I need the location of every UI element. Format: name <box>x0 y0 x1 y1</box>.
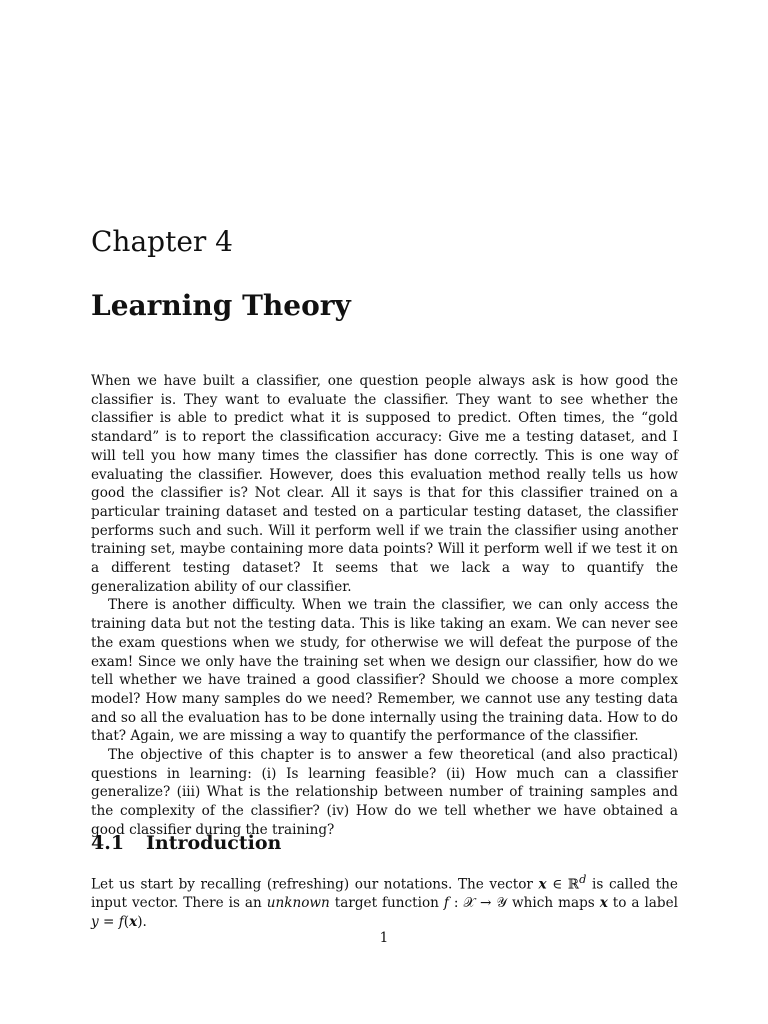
paragraph-2: There is another difficulty. When we train the classifier, we can only access the training data but not the testing data. This is like taking an exam. We can never see the exam questions when we study, for otherwise we will defeat the purpose of the exam! Since we only have the training set when we design our classifier, how do we tell whether we have trained a good classifier? Should we choose a more complex model? How many samples do we need? Remember, we cannot use any testing data and so all the evaluation has to be done internally using the training data. How to do that? Again, we are missing a way to quantify the performance of the classifier. <box>91 597 678 745</box>
intro-text-5: to a label <box>607 895 678 912</box>
intro-text-2: is called the input vector. There is an <box>91 876 678 912</box>
math-paren-open: ( <box>123 913 130 930</box>
math-vector-x: x <box>538 876 547 893</box>
chapter-intro-text <box>91 372 678 840</box>
chapter-label: Chapter 4 <box>91 225 233 258</box>
chapter-title: Learning Theory <box>91 289 351 322</box>
math-f-2: f <box>118 913 124 930</box>
intro-paragraph <box>91 870 678 932</box>
intro-text-3: target function <box>329 895 444 912</box>
section-number: 4.1 <box>91 832 125 854</box>
math-y: y <box>91 913 99 930</box>
paragraph-3: The objective of this chapter is to answer a few theoretical (and also practical) questions in learning: (i) Is learning feasible? (ii) How much can a classifier generalize? (iii) What is the relationship between number of training samples and the complexity of the classifier? (iv) How do we tell whether we have obtained a good classifier during the training? <box>91 747 678 838</box>
section-intro-text <box>91 870 678 932</box>
math-equals: = <box>98 913 119 930</box>
page-number: 1 <box>379 930 389 946</box>
math-vector-x-3: x <box>129 913 138 930</box>
section-heading <box>91 830 281 856</box>
math-mapping: : 𝒳 → 𝒴 <box>448 895 508 912</box>
math-vector-x-2: x <box>599 895 608 912</box>
section-title: Introduction <box>146 832 282 854</box>
emphasis-unknown: unknown <box>266 895 330 912</box>
intro-text-1: Let us start by recalling (refreshing) our notations. The vector <box>91 876 539 893</box>
math-paren-close: ). <box>137 913 147 930</box>
math-dimension-d: d <box>579 872 587 886</box>
intro-text-4: which maps <box>507 895 600 912</box>
math-in-reals: ∈ ℝ <box>546 876 580 893</box>
math-f: f <box>443 895 449 912</box>
paragraph-1: When we have built a classifier, one question people always ask is how good the classifier is. They want to evaluate the classifier. They want to see whether the classifier is able to predict what it is supposed to predict. Often times, the “gold standard” is to report the classification accuracy: Give me a testing dataset, and I will tell you how many times the classifier has done correctly. This is one way of evaluating the classifier. However, does this evaluation method really tells us how good the classifier is? Not clear. All it says is that for this classifier trained on a particular training dataset and tested on a particular testing dataset, the classifier performs such and such. Will it perform well if we train the classifier using another training set, maybe containing more data points? Will it perform well if we test it on a different testing dataset? It seems that we lack a way to quantify the generalization ability of our classifier. <box>91 373 678 595</box>
